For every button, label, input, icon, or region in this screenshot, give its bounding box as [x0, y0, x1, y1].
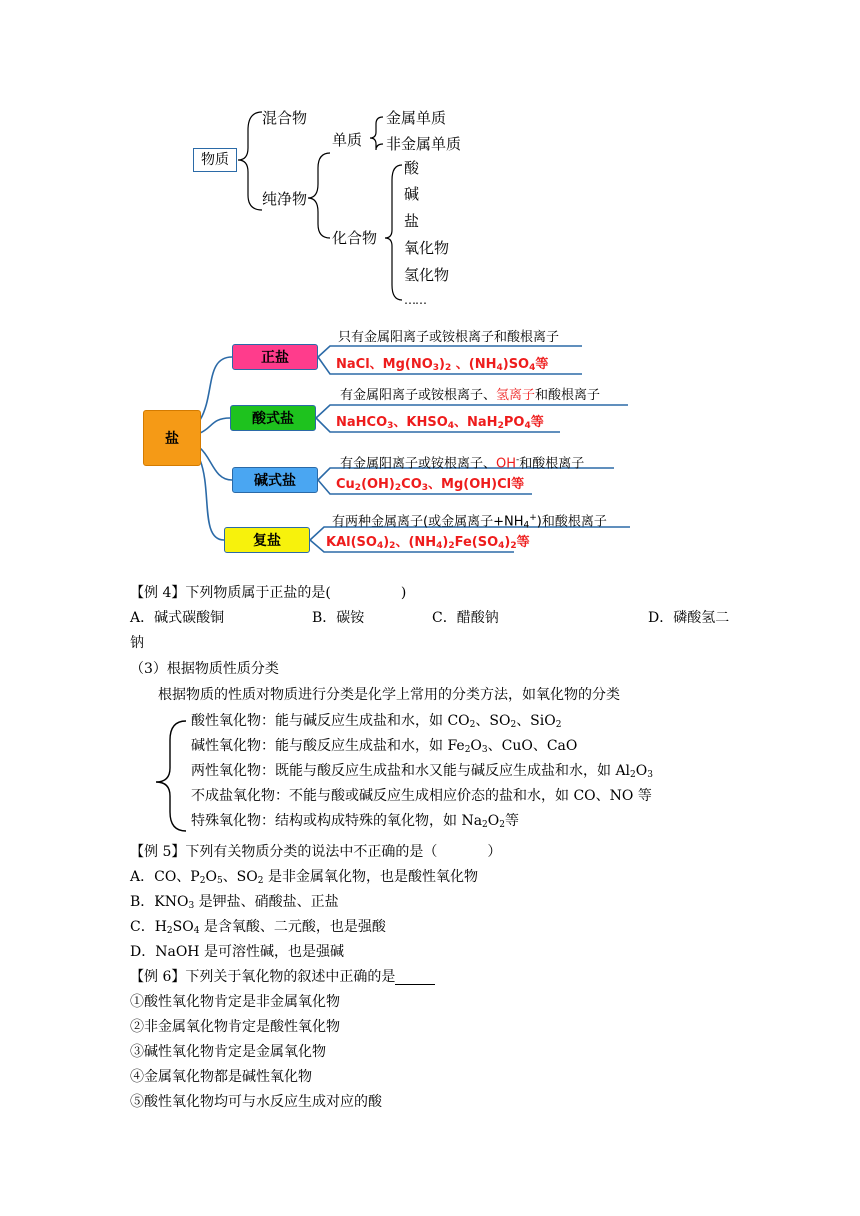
- normal-salt-box: 正盐: [232, 344, 318, 370]
- basic-salt-box: 碱式盐: [232, 467, 318, 493]
- example6-item-3: ③碱性氧化物肯定是金属氧化物: [130, 1044, 326, 1060]
- tree-compound-salt: 盐: [404, 212, 420, 230]
- double-salt-examples: $KAl(SO_4)_2$、$(NH_4)_2Fe(SO_4)_2$等: [326, 535, 530, 551]
- basic-salt-examples: $Cu_2(OH)_2CO_3$、Mg(OH)Cl等: [336, 477, 525, 493]
- double-salt-desc: 有两种金属离子(或金属离子$+NH_4^+$)和酸根离子: [332, 513, 607, 531]
- example4-stem: 【例 4】下列物质属于正盐的是( ): [130, 585, 407, 601]
- example5-option-c: C．$H_2SO_4$ 是含氧酸、二元酸，也是强酸: [130, 919, 386, 936]
- acid-salt-desc: 有金属阳离子或铵根离子、氢离子和酸根离子: [340, 388, 601, 403]
- amphoteric-oxide-line: 两性氧化物：既能与酸反应生成盐和水又能与碱反应生成盐和水，如 $Al_2O_3$: [191, 763, 653, 780]
- double-salt-box: 复盐: [224, 527, 310, 553]
- tree-mixture: 混合物: [262, 109, 308, 127]
- tree-compound-more: ……: [404, 293, 426, 307]
- example5-option-d: D．NaOH 是可溶性碱，也是强碱: [130, 944, 344, 960]
- acid-salt-box: 酸式盐: [230, 405, 316, 431]
- section3-intro: 根据物质的性质对物质进行分类是化学上常用的分类方法，如氧化物的分类: [158, 687, 620, 703]
- example6-item-5: ⑤酸性氧化物均可与水反应生成对应的酸: [130, 1094, 382, 1110]
- basic-salt-desc: 有金属阳离子或铵根离子、OH-和酸根离子: [340, 455, 585, 472]
- tree-nonmetal-element: 非金属单质: [386, 135, 462, 153]
- normal-salt-desc: 只有金属阳离子或铵根离子和酸根离子: [338, 330, 560, 345]
- tree-compound-oxide: 氧化物: [404, 239, 450, 257]
- basic-oxide-line: 碱性氧化物：能与酸反应生成盐和水，如 $Fe_2O_3$、CuO、CaO: [191, 738, 578, 755]
- tree-compound-base: 碱: [404, 185, 420, 203]
- normal-salt-examples: NaCl、$Mg(NO_3)_2$ 、$(NH_4)SO_4$等: [336, 357, 549, 373]
- example4-option-d-wrap: 钠: [130, 635, 144, 651]
- salt-root-box: 盐: [143, 410, 201, 466]
- acidic-oxide-line: 酸性氧化物：能与碱反应生成盐和水，如 $CO_2$、$SO_2$、SiO$_2$: [191, 713, 562, 730]
- example4-option-d: D．磷酸氢二: [648, 610, 730, 626]
- example5-option-a: A．CO、$P_2O_5$、$SO_2$ 是非金属氧化物，也是酸性氧化物: [130, 869, 478, 886]
- example4-option-b: B．碳铵: [312, 610, 365, 626]
- tree-compound-hydride: 氢化物: [404, 266, 450, 284]
- example6-item-4: ④金属氧化物都是碱性氧化物: [130, 1069, 312, 1085]
- acid-salt-examples: NaHCO$_3$、$KHSO_4$、$NaH_2PO_4$等: [336, 415, 544, 431]
- tree-compound-acid: 酸: [404, 159, 420, 177]
- example4-option-a: A．碱式碳酸铜: [130, 610, 225, 626]
- example6-stem: 【例 6】下列关于氧化物的叙述中正确的是: [130, 968, 435, 986]
- example5-option-b: B．$KNO_3$ 是钾盐、硝酸盐、正盐: [130, 894, 339, 911]
- tree-element: 单质: [332, 131, 363, 149]
- special-oxide-line: 特殊氧化物：结构或构成特殊的氧化物，如 $Na_2O_2$等: [191, 813, 519, 830]
- tree-metal-element: 金属单质: [386, 109, 447, 127]
- example4-option-c: C．醋酸钠: [432, 610, 499, 626]
- example6-item-2: ②非金属氧化物肯定是酸性氧化物: [130, 1019, 340, 1035]
- tree-root-box: 物质: [193, 148, 237, 172]
- example6-item-1: ①酸性氧化物肯定是非金属氧化物: [130, 994, 340, 1010]
- example5-stem: 【例 5】下列有关物质分类的说法中不正确的是（ ）: [130, 844, 502, 860]
- tree-compound: 化合物: [332, 229, 378, 247]
- tree-pure: 纯净物: [262, 190, 308, 208]
- section3-heading: （3）根据物质性质分类: [130, 661, 279, 677]
- nonsalt-oxide-line: 不成盐氧化物：不能与酸或碱反应生成相应价态的盐和水，如 CO、NO 等: [191, 788, 652, 804]
